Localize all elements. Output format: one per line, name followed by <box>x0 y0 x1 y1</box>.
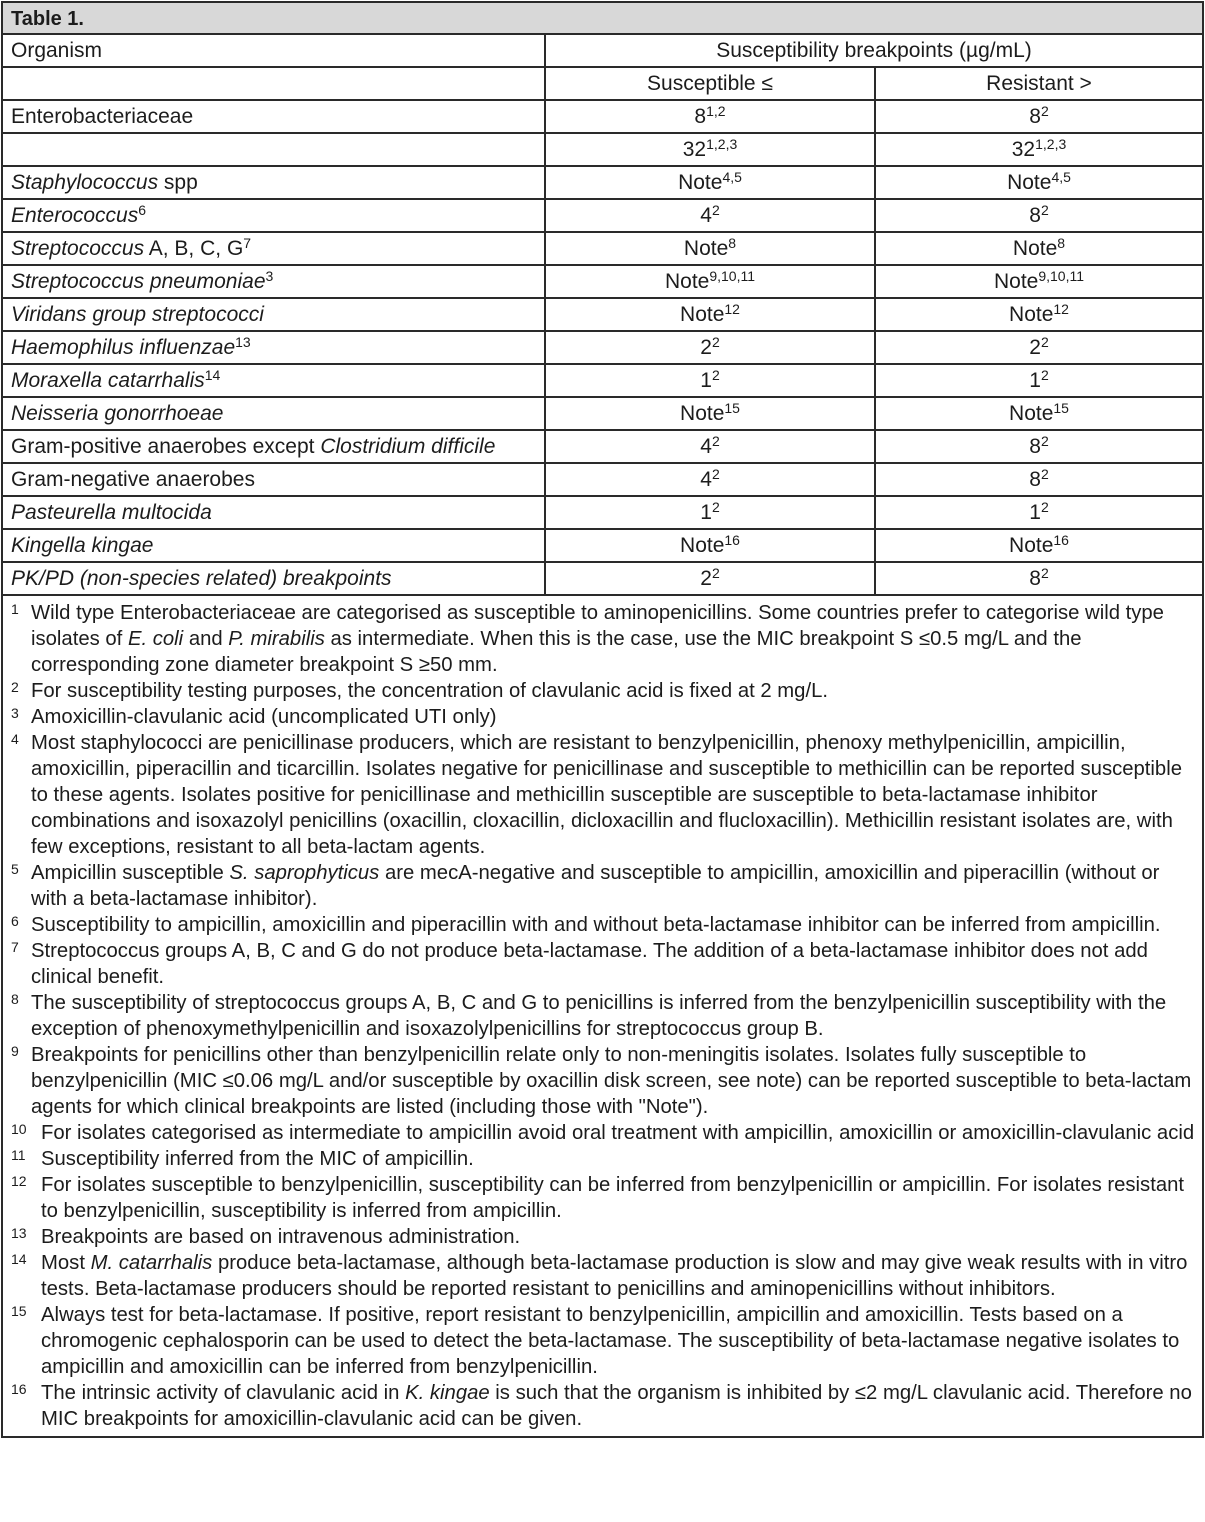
table-row <box>3 200 1202 233</box>
table-row <box>3 167 1202 200</box>
footnote-item <box>11 600 1196 678</box>
footnote-item <box>11 1250 1196 1302</box>
table-body <box>3 101 1202 596</box>
footnote-number: 3 <box>11 705 19 721</box>
table-row <box>3 233 1202 266</box>
resistant-cell: Note$^{16}$ <box>1009 532 1069 557</box>
footnote-item <box>11 1380 1196 1432</box>
footnote-ref: 2 <box>1040 433 1049 449</box>
footnote-number: 1 <box>11 601 19 617</box>
footnote-text: Ampicillin susceptible S. saprophyticus are mecA-negative and susceptible to ampicillin, amoxicillin and piperacillin (without or with a beta-lactamase inhibitor). <box>31 862 1160 910</box>
susceptible-cell: Note$^{4,5}$ <box>546 167 876 198</box>
footnote-ref: 12 <box>1053 301 1069 317</box>
organism-cell <box>3 266 546 297</box>
footnote-ref: 9,10,11 <box>1038 268 1085 284</box>
organism-cell: Gram-positive anaerobes except Clostridium difficile <box>3 431 546 462</box>
footnote-item <box>11 678 1196 704</box>
resistant-cell: $8^2$ <box>1029 565 1049 590</box>
susceptible-cell: 32$^{1,2,3}$ <box>546 134 876 165</box>
organism-cell <box>3 200 546 231</box>
footnote-text: Most M. catarrhalis produce beta-lactamase, although beta-lactamase production is slow and may give weak results with in vitro tests. Beta-lactamase producers should be reported resistant to penicillins and aminopenicillins without inhibitors. <box>41 1252 1188 1300</box>
footnote-text: The intrinsic activity of clavulanic acid in K. kingae is such that the organism is inhibited by ≤2 mg/L clavulanic acid. Therefore no MIC breakpoints for amoxicillin-clavulanic acid can be given. <box>41 1382 1192 1430</box>
table-row <box>3 398 1202 431</box>
footnote-number: 10 <box>11 1121 27 1137</box>
breakpoint-table <box>1 1 1204 1438</box>
footnote-ref: 12 <box>724 301 740 317</box>
table-row <box>3 134 1202 167</box>
footnote-ref: 2 <box>711 334 720 350</box>
footnote-text: Streptococcus groups A, B, C and G do not produce beta-lactamase. The addition of a beta-lactamase inhibitor does not add clinical benefit. <box>31 940 1148 988</box>
organism-cell: Gram-negative anaerobes <box>3 464 546 495</box>
footnote-number: 9 <box>11 1043 19 1059</box>
footnote-number: 15 <box>11 1303 27 1319</box>
organism-cell <box>3 134 546 165</box>
footnote-ref: 16 <box>1053 532 1069 548</box>
footnote-item <box>11 1042 1196 1120</box>
footnote-item <box>11 1172 1196 1224</box>
italic-text: Clostridium difficile <box>320 435 496 458</box>
footnote-item <box>11 860 1196 912</box>
footnote-item <box>11 730 1196 860</box>
organism-cell <box>3 365 546 396</box>
resistant-cell: $8^2$ <box>1029 466 1049 491</box>
footnote-item <box>11 1224 1196 1250</box>
footnote-ref: 2 <box>1040 334 1049 350</box>
footnote-ref: 2 <box>1040 499 1049 515</box>
footnote-text: For susceptibility testing purposes, the concentration of clavulanic acid is fixed at 2 mg/L. <box>31 680 829 702</box>
italic-text: Moraxella catarrhalis <box>11 369 205 392</box>
footnote-item <box>11 938 1196 990</box>
resistant-cell: $8^2$ <box>1029 202 1049 227</box>
susceptible-cell: Note$^{12}$ <box>546 299 876 330</box>
footnote-ref: 7 <box>243 235 252 251</box>
footnote-item <box>11 912 1196 938</box>
resistant-cell: Note$^{12}$ <box>1009 301 1069 326</box>
italic-text: Enterococcus <box>11 204 139 227</box>
footnote-ref: 2 <box>711 202 720 218</box>
italic-text: P. mirabilis <box>228 628 325 650</box>
footnote-number: 2 <box>11 679 19 695</box>
resistant-cell: Note$^{9,10,11}$ <box>993 268 1085 293</box>
footnote-ref: 2 <box>711 466 720 482</box>
footnote-text: For isolates categorised as intermediate to ampicillin avoid oral treatment with ampicillin, amoxicillin or amoxicillin-clavulanic acid <box>41 1122 1195 1144</box>
organism-cell <box>3 563 546 594</box>
resistant-cell: $8^2$ <box>1029 433 1049 458</box>
organism-cell <box>3 497 546 528</box>
table-row <box>3 464 1202 497</box>
italic-text: Streptococcus pneumoniae <box>11 270 266 293</box>
table-row <box>3 365 1202 398</box>
organism-cell <box>3 530 546 561</box>
table-row <box>3 431 1202 464</box>
empty-header-cell <box>3 68 546 99</box>
susceptible-cell: 8$^{1,2}$ <box>546 101 876 132</box>
susceptible-cell: $2^2$ <box>546 563 876 594</box>
italic-text: E. coli <box>127 628 184 650</box>
footnote-text: Most staphylococci are penicillinase producers, which are resistant to benzylpenicillin, phenoxy methylpenicillin, ampicillin, amoxicillin, piperacillin and ticarcillin. Isolates negative for penicillinase and susceptible to methicillin can be reported susceptible to these agents. Isolates positive for penicillinase and methicillin susceptible are susceptible to beta-lactamase inhibitor combinations and isoxazolyl penicillins (oxacillin, cloxacillin, dicloxacillin and flucloxacillin). Methicillin resistant isolates are, with few exceptions, resistant to all beta-lactam agents. <box>31 732 1183 858</box>
susceptible-cell: $4^2$ <box>546 431 876 462</box>
susceptible-cell: $2^2$ <box>546 332 876 363</box>
table-row <box>3 266 1202 299</box>
footnote-ref: 8 <box>728 235 737 251</box>
resistant-header: Resistant > <box>986 72 1092 95</box>
footnote-text: Always test for beta-lactamase. If positive, report resistant to benzylpenicillin, ampicillin and amoxicillin. Tests based on a chromogenic cephalosporin can be used to detect the beta-lactamase. The susceptibility of beta-lactamase negative isolates to ampicillin and amoxicillin can be inferred from benzylpenicillin. <box>41 1304 1180 1378</box>
footnote-text: Wild type Enterobacteriaceae are categorised as susceptible to aminopenicillins. Some countries prefer to categorise wild type isolates of E. coli and P. mirabilis as intermediate. When this is the case, use the MIC breakpoint S ≤0.5 mg/L and the corresponding zone diameter breakpoint S ≥50 mm. <box>31 602 1164 676</box>
resistant-cell: $2^2$ <box>1029 334 1049 359</box>
susceptible-cell: Note$^{9,10,11}$ <box>546 266 876 297</box>
susceptible-cell: $1^2$ <box>546 365 876 396</box>
footnote-ref: 2 <box>711 565 720 581</box>
footnote-item <box>11 1146 1196 1172</box>
footnote-item <box>11 1120 1196 1146</box>
table-row <box>3 101 1202 134</box>
footnote-ref: 13 <box>235 334 251 350</box>
footnote-text: Breakpoints are based on intravenous administration. <box>41 1226 521 1248</box>
footnote-text: Amoxicillin-clavulanic acid (uncomplicated UTI only) <box>31 706 497 728</box>
footnote-ref: 2 <box>711 433 720 449</box>
footnote-number: 8 <box>11 991 19 1007</box>
footnote-number: 5 <box>11 861 19 877</box>
susceptible-cell: $1^2$ <box>546 497 876 528</box>
footnote-ref: 2 <box>711 367 720 383</box>
footnote-ref: 9,10,11 <box>709 268 756 284</box>
susceptible-cell: $4^2$ <box>546 464 876 495</box>
italic-text: Kingella kingae <box>11 534 154 557</box>
susceptible-cell: Note$^{16}$ <box>546 530 876 561</box>
table-title: Table 1. <box>3 3 1202 35</box>
footnote-ref: 15 <box>724 400 740 416</box>
italic-text: S. saprophyticus <box>229 862 380 884</box>
footnote-ref: 1,2 <box>706 103 726 119</box>
resistant-cell: $1^2$ <box>1029 367 1049 392</box>
table-row <box>3 563 1202 596</box>
susceptible-cell: Note$^8$ <box>546 233 876 264</box>
table-row <box>3 497 1202 530</box>
organism-header: Organism <box>3 35 546 66</box>
footnote-ref: 15 <box>1053 400 1069 416</box>
footnote-ref: 1,2,3 <box>1035 136 1067 152</box>
footnote-ref: 2 <box>1040 466 1049 482</box>
footnote-number: 12 <box>11 1173 27 1189</box>
header-row-1 <box>3 35 1202 68</box>
header-row-2 <box>3 68 1202 101</box>
organism-cell: Streptococcus A, B, C, $G^7$ <box>3 233 546 264</box>
italic-text: Staphylococcus <box>11 171 159 194</box>
organism-cell: Enterobacteriaceae <box>3 101 546 132</box>
organism-cell <box>3 299 546 330</box>
footnotes <box>3 596 1202 1436</box>
organism-cell: Staphylococcus spp <box>3 167 546 198</box>
footnote-number: 4 <box>11 731 19 747</box>
footnote-number: 7 <box>11 939 19 955</box>
footnote-number: 14 <box>11 1251 27 1267</box>
susceptible-cell: $4^2$ <box>546 200 876 231</box>
footnote-ref: 6 <box>138 202 147 218</box>
footnote-text: For isolates susceptible to benzylpenicillin, susceptibility can be inferred from benzylpenicillin or ampicillin. For isolates resistant to benzylpenicillin, susceptibility is inferred from ampicillin. <box>41 1174 1185 1222</box>
footnote-number: 6 <box>11 913 19 929</box>
footnote-ref: 2 <box>1040 367 1049 383</box>
italic-text: Viridans group streptococci <box>11 303 264 326</box>
italic-text: M. catarrhalis <box>90 1252 213 1274</box>
organism-cell <box>3 398 546 429</box>
footnote-text: Susceptibility inferred from the MIC of ampicillin. <box>41 1148 474 1170</box>
susceptible-cell: Note$^{15}$ <box>546 398 876 429</box>
italic-text: K. kingae <box>405 1382 490 1404</box>
footnote-ref: 8 <box>1057 235 1066 251</box>
organism-cell <box>3 332 546 363</box>
footnote-ref: 1,2,3 <box>706 136 738 152</box>
resistant-cell: $8^2$ <box>1029 103 1049 128</box>
italic-text: Streptococcus <box>11 237 145 260</box>
footnote-item <box>11 990 1196 1042</box>
resistant-cell: Note$^{15}$ <box>1009 400 1069 425</box>
italic-text: Neisseria gonorrhoeae <box>11 402 224 425</box>
resistant-cell: 32$^{1,2,3}$ <box>1011 136 1067 161</box>
resistant-cell: $1^2$ <box>1029 499 1049 524</box>
footnote-ref: 2 <box>1040 202 1049 218</box>
footnote-text: The susceptibility of streptococcus groups A, B, C and G to penicillins is inferred from the benzylpenicillin susceptibility with the exception of phenoxymethylpenicillin and isoxazolylpenicillins for streptococcus group B. <box>31 992 1167 1040</box>
footnote-ref: 14 <box>204 367 221 383</box>
italic-text: PK/PD (non-species related) breakpoints <box>11 567 392 590</box>
footnote-number: 16 <box>11 1381 27 1397</box>
breakpoints-header: Susceptibility breakpoints (µg/mL) <box>716 39 1032 62</box>
footnote-item <box>11 704 1196 730</box>
table-row <box>3 332 1202 365</box>
footnote-ref: 4,5 <box>1051 169 1071 185</box>
resistant-cell: Note$^8$ <box>1012 235 1066 260</box>
footnote-ref: 2 <box>1040 565 1049 581</box>
footnote-ref: 2 <box>711 499 720 515</box>
table-row <box>3 530 1202 563</box>
footnote-ref: 16 <box>724 532 740 548</box>
table-row <box>3 299 1202 332</box>
footnote-number: 11 <box>11 1147 26 1163</box>
footnote-ref: 3 <box>265 268 274 284</box>
footnote-text: Breakpoints for penicillins other than benzylpenicillin relate only to non-meningitis isolates. Isolates fully susceptible to benzylpenicillin (MIC ≤0.06 mg/L and/or susceptible by oxacillin disk screen, see note) can be reported susceptible to beta-lactam agents for which clinical breakpoints are listed (including those with "Note"). <box>31 1044 1192 1118</box>
footnote-ref: 2 <box>1040 103 1049 119</box>
footnote-ref: 4,5 <box>722 169 742 185</box>
italic-text: Pasteurella multocida <box>11 501 212 524</box>
resistant-cell: Note$^{4,5}$ <box>1007 169 1071 194</box>
italic-text: Haemophilus influenzae <box>11 336 236 359</box>
susceptible-header: Susceptible ≤ <box>546 68 876 99</box>
footnote-text: Susceptibility to ampicillin, amoxicillin and piperacillin with and without beta-lactamase inhibitor can be inferred from ampicillin. <box>31 914 1161 936</box>
footnote-number: 13 <box>11 1225 27 1241</box>
footnote-item <box>11 1302 1196 1380</box>
